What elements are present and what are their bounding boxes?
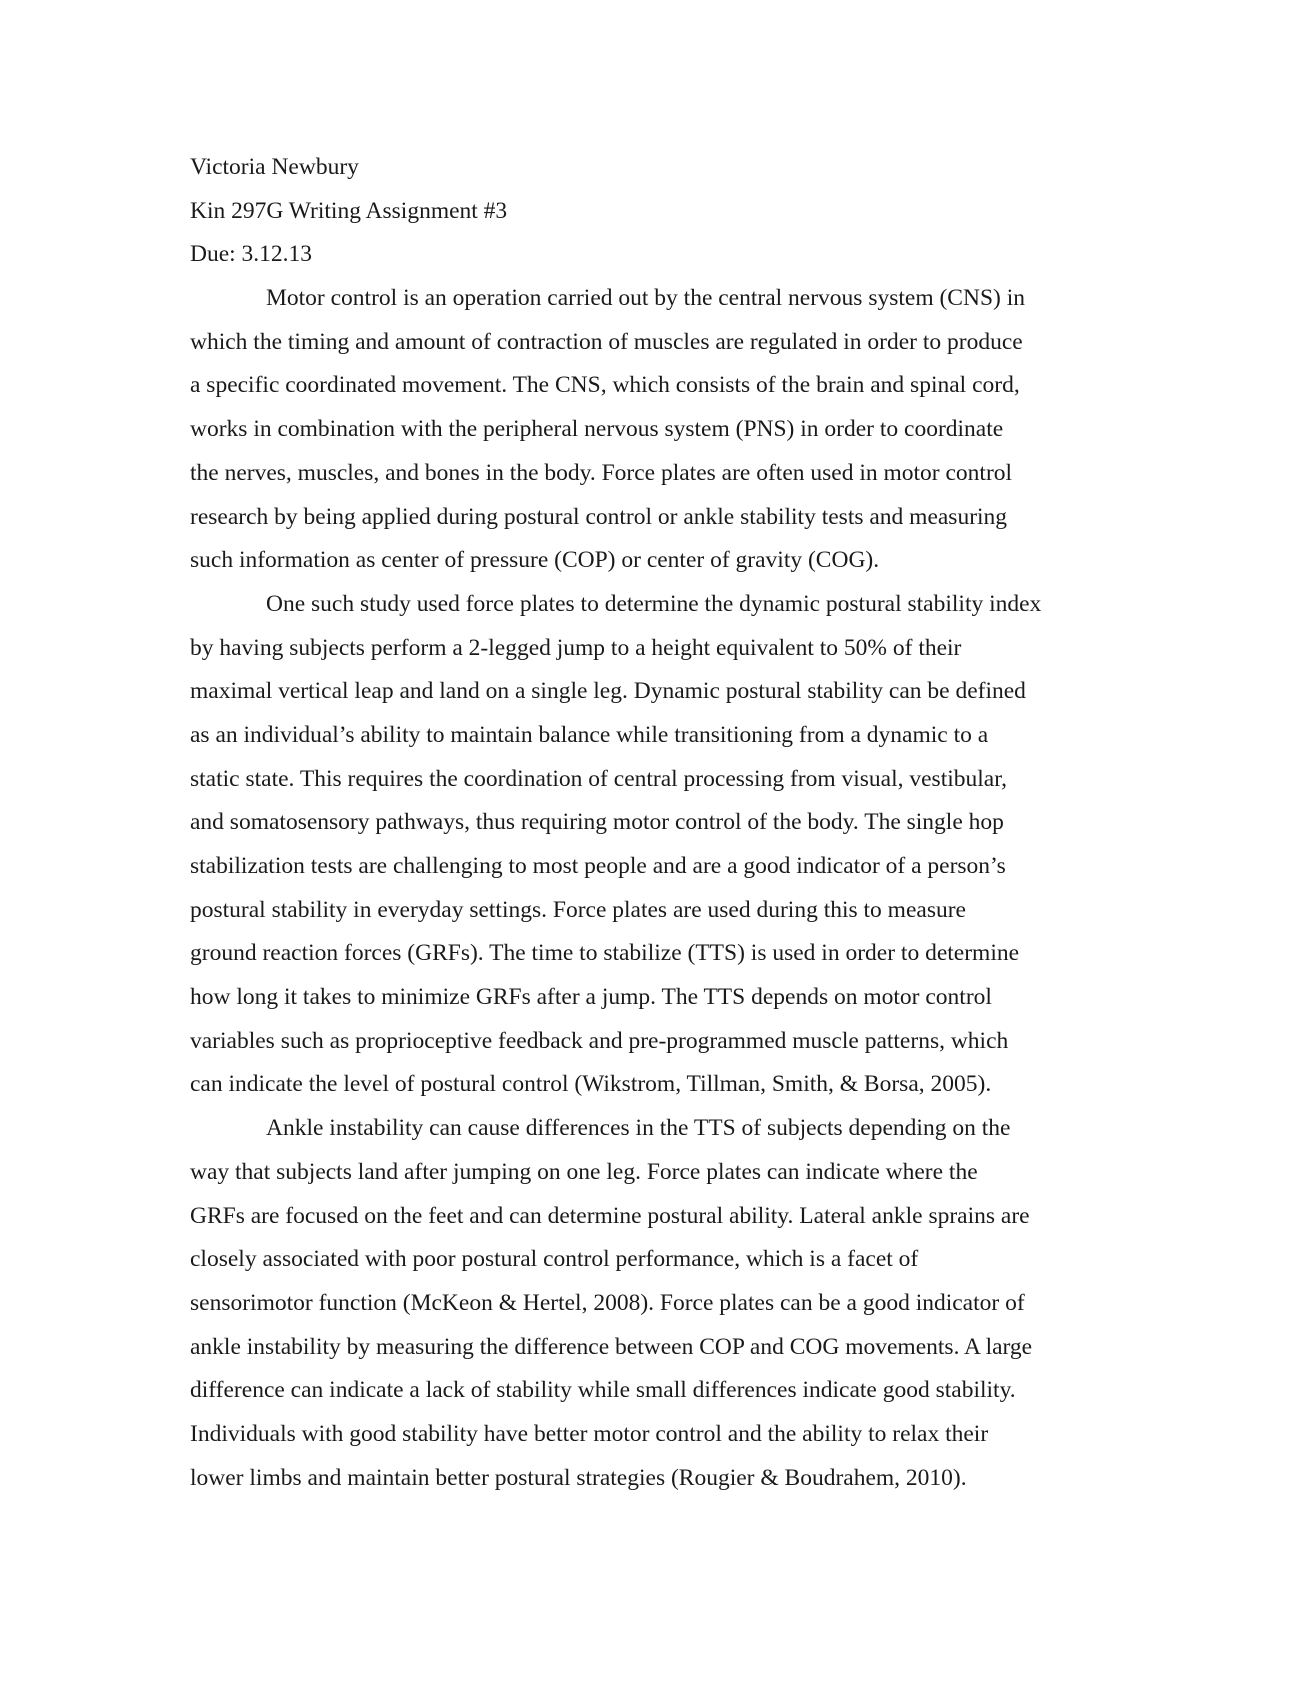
paragraph-line: difference can indicate a lack of stability while small differences indicate good stability. [190,1377,1016,1404]
paragraph-line: variables such as proprioceptive feedback and pre-programmed muscle patterns, which [190,1027,1009,1054]
paragraph-line: One such study used force plates to determine the dynamic postural stability index [266,590,1042,617]
paragraph-3 [190,1107,1120,1500]
paragraph-line: a specific coordinated movement. The CNS, which consists of the brain and spinal cord, [190,372,1020,399]
paragraph-line: the nerves, muscles, and bones in the body. Force plates are often used in motor control [190,459,1013,486]
paragraph-line: can indicate the level of postural control (Wikstrom, Tillman, Smith, & Borsa, 2005). [190,1071,992,1098]
document-body [190,146,1120,1500]
paragraph-line: ground reaction forces (GRFs). The time to stabilize (TTS) is used in order to determine [190,940,1020,967]
author-name: Victoria Newbury [190,154,359,180]
paragraph-line: lower limbs and maintain better postural strategies (Rougier & Boudrahem, 2010). [190,1464,967,1491]
paragraph-line: works in combination with the peripheral nervous system (PNS) in order to coordinate [190,416,1004,443]
paragraph-line: by having subjects perform a 2-legged jump to a height equivalent to 50% of their [190,634,962,661]
paragraph-line: which the timing and amount of contraction of muscles are regulated in order to produce [190,328,1023,355]
paragraph-line: postural stability in everyday settings. Force plates are used during this to measure [190,896,966,923]
paragraph-line: how long it takes to minimize GRFs after a jump. The TTS depends on motor control [190,984,992,1011]
paragraph-line: Motor control is an operation carried out by the central nervous system (CNS) in [266,285,1025,312]
paragraph-line: way that subjects land after jumping on one leg. Force plates can indicate where the [190,1158,978,1185]
paragraph-line: stabilization tests are challenging to most people and are a good indicator of a person’s [190,853,1006,879]
paragraph-line: static state. This requires the coordination of central processing from visual, vestibular, [190,765,1007,792]
paragraph-line: and somatosensory pathways, thus requiring motor control of the body. The single hop [190,809,1004,836]
paragraph-line: such information as center of pressure (COP) or center of gravity (COG). [190,547,880,574]
paragraph-line: sensorimotor function (McKeon & Hertel, 2008). Force plates can be a good indicator of [190,1289,1025,1316]
paragraph-line: closely associated with poor postural control performance, which is a facet of [190,1246,919,1273]
course-title: Kin 297G Writing Assignment #3 [190,197,508,224]
paragraph-line: as an individual’s ability to maintain balance while transitioning from a dynamic to a [190,721,989,748]
due-date: Due: 3.12.13 [190,241,313,268]
paragraph-line: Individuals with good stability have better motor control and the ability to relax their [190,1420,989,1447]
paragraph-line: maximal vertical leap and land on a single leg. Dynamic postural stability can be defined [190,678,1026,705]
paragraph-line: ankle instability by measuring the difference between COP and COG movements. A large [190,1333,1033,1360]
paragraph-1 [190,277,1120,583]
paragraph-line: GRFs are focused on the feet and can determine postural ability. Lateral ankle sprains are [190,1202,1030,1229]
paragraph-2 [190,583,1120,1107]
paragraph-line: research by being applied during postural control or ankle stability tests and measuring [190,503,1008,530]
paragraph-line: Ankle instability can cause differences in the TTS of subjects depending on the [266,1115,1011,1142]
